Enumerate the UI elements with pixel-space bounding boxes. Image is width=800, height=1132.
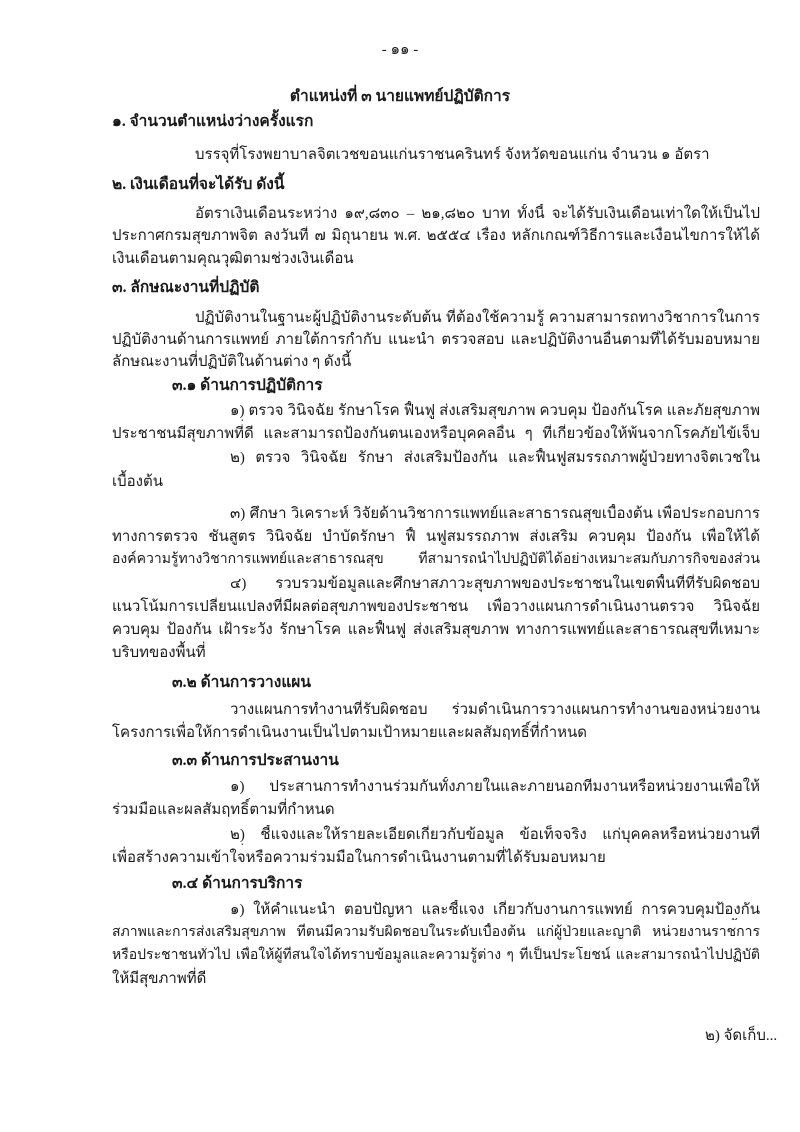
list-item-line: ทางการตรวจ ชันสูตร วินิจฉัย บำบัดรักษา ฟื้ นฟูสมรรถภาพ ส่งเสริม ควบคุม ป้องกัน เพื่อให้ได้ [112, 529, 760, 545]
list-item-line: ๒) ชี้แจงและให้รายละเอียดเกี่ยวกับข้อมูล ข้อเท็จจริง แก่บุคคลหรือหน่วยงานที่ [230, 827, 760, 843]
page-number: - ๑๑ - [381, 42, 419, 58]
subsection-3-1-heading: ๓.๑ ด้านการปฏิบัติการ [172, 377, 323, 394]
paragraph-line: วางแผนการทำงานที่รับผิดชอบ ร่วมดำเนินการวางแผนการทำงานของหน่วยงาน [230, 702, 760, 718]
list-item-line: ๑) ตรวจ วินิจฉัย รักษาโรค ฟื้นฟู ส่งเสริมสุขภาพ ควบคุม ป้องกันโรค และภัยสุขภาพ [230, 403, 760, 419]
section1-body: บรรจุที่โรงพยาบาลจิตเวชขอนแก่นราชนครินทร์ จังหวัดขอนแก่น จำนวน ๑ อัตรา [195, 147, 710, 163]
list-item-line: ๑) ประสานการทำงานร่วมกันทั้งภายในและภายนอกทีมงานหรือหน่วยงานเพื่อให้ [230, 779, 760, 795]
paragraph-line: โครงการเพื่อให้การดำเนินงานเป็นไปตามเป้าหมายและผลสัมฤทธิ์ที่กำหนด [112, 725, 588, 741]
list-item-line: บริบทของพื้นที่ [112, 645, 206, 661]
list-item-line: ประชาชนมีสุขภาพที่ดี และสามารถป้องกันตนเองหรือบุคคลอื่น ๆ ที่เกี่ยวข้องให้พ้นจากโรคภัยไข้เจ็บ [112, 426, 760, 442]
list-item-line: ร่วมมือและผลสัมฤทธิ์ตามที่กำหนด [112, 802, 335, 818]
continuation-note: ๒) จัดเก็บ... [705, 1028, 778, 1044]
list-item-line: องค์ความรู้ทางวิชาการแพทย์และสาธารณสุข ที่สามารถนำไปปฏิบัติได้อย่างเหมาะสมกับภารกิจของส่วน [112, 552, 760, 567]
subsection-3-4-heading: ๓.๔ ด้านการบริการ [172, 875, 303, 892]
section2-line: เงินเดือนตามคุณวุฒิตามช่วงเงินเดือน [112, 251, 354, 267]
section1-heading: ๑. จำนวนตำแหน่งว่างครั้งแรก [112, 113, 314, 130]
section3-intro-line: ปฏิบัติงานด้านการแพทย์ ภายใต้การกำกับ แนะนำ ตรวจสอบ และปฏิบัติงานอื่นตามที่ได้รับมอบหมาย [112, 332, 760, 348]
list-item-line: หรือประชาชนทั่วไป เพื่อให้ผู้ที่สนใจได้ทราบข้อมูลและความรู้ต่าง ๆ ที่เป็นประโยชน์ และสามารถนำไปปฏิบัติ [112, 948, 760, 963]
section3-heading: ๓. ลักษณะงานที่ปฏิบัติ [112, 279, 260, 296]
list-item-line: ๑) ให้คำแนะนำ ตอบปัญหา และชี้แจง เกี่ยวกับงานการแพทย์ การควบคุมป้องกัน [230, 902, 760, 918]
list-item-line: เบื้องต้น [112, 474, 163, 490]
section2-line: ประกาศกรมสุขภาพจิต ลงวันที่ ๗ มิถุนายน พ.ศ. ๒๕๕๔ เรื่อง หลักเกณฑ์วิธีการและเงื่อนไขการให้ได้ [112, 228, 760, 244]
subsection-3-3-heading: ๓.๓ ด้านการประสานงาน [172, 752, 339, 769]
subsection-3-2-heading: ๓.๒ ด้านการวางแผน [172, 674, 311, 691]
list-item-line: แนวโน้มการเปลี่ยนแปลงที่มีผลต่อสุขภาพของประชาชน เพื่อวางแผนการดำเนินงานตรวจ วินิจฉัย [112, 599, 760, 615]
list-item-line: เพื่อสร้างความเข้าใจหรือความร่วมมือในการดำเนินงานตามที่ได้รับมอบหมาย [112, 850, 606, 866]
list-item-line: สภาพและการส่งเสริมสุขภาพ ที่ตนมีความรับผิดชอบในระดับเบื้องต้น แก่ผู้ป่วยและญาติ หน่วยงานราชการ [112, 925, 760, 940]
list-item-line: ควบคุม ป้องกัน เฝ้าระวัง รักษาโรค และฟื้นฟู ส่งเสริมสุขภาพ ทางการแพทย์และสาธารณสุขที่เหมาะ [112, 622, 760, 638]
page-title: ตำแหน่งที่ ๓ นายแพทย์ปฏิบัติการ [289, 88, 511, 105]
list-item-line: ๒) ตรวจ วินิจฉัย รักษา ส่งเสริมป้องกัน และฟื้นฟูสมรรถภาพผู้ป่วยทางจิตเวชใน [230, 450, 760, 466]
list-item-line: ๓) ศึกษา วิเคราะห์ วิจัยด้านวิชาการแพทย์และสาธารณสุขเบื้องต้น เพื่อประกอบการ [230, 506, 760, 522]
section3-intro-line: ลักษณะงานที่ปฏิบัติในด้านต่าง ๆ ดังนี้ [112, 354, 352, 370]
list-item-line: ๔) รวบรวมข้อมูลและศึกษาสภาวะสุขภาพของประชาชนในเขตพื้นที่ที่รับผิดชอบ [230, 576, 760, 592]
section2-line: อัตราเงินเดือนระหว่าง ๑๙,๘๓๐ – ๒๑,๘๒๐ บาท ทั้งนี้ จะได้รับเงินเดือนเท่าใดให้เป็นไป [195, 206, 760, 222]
section2-heading: ๒. เงินเดือนที่จะได้รับ ดังนี้ [112, 176, 285, 193]
list-item-line: ให้มีสุขภาพที่ดี [112, 971, 207, 987]
section3-intro-line: ปฏิบัติงานในฐานะผู้ปฏิบัติงานระดับต้น ที่ต้องใช้ความรู้ ความสามารถทางวิชาการในการ [195, 310, 760, 326]
